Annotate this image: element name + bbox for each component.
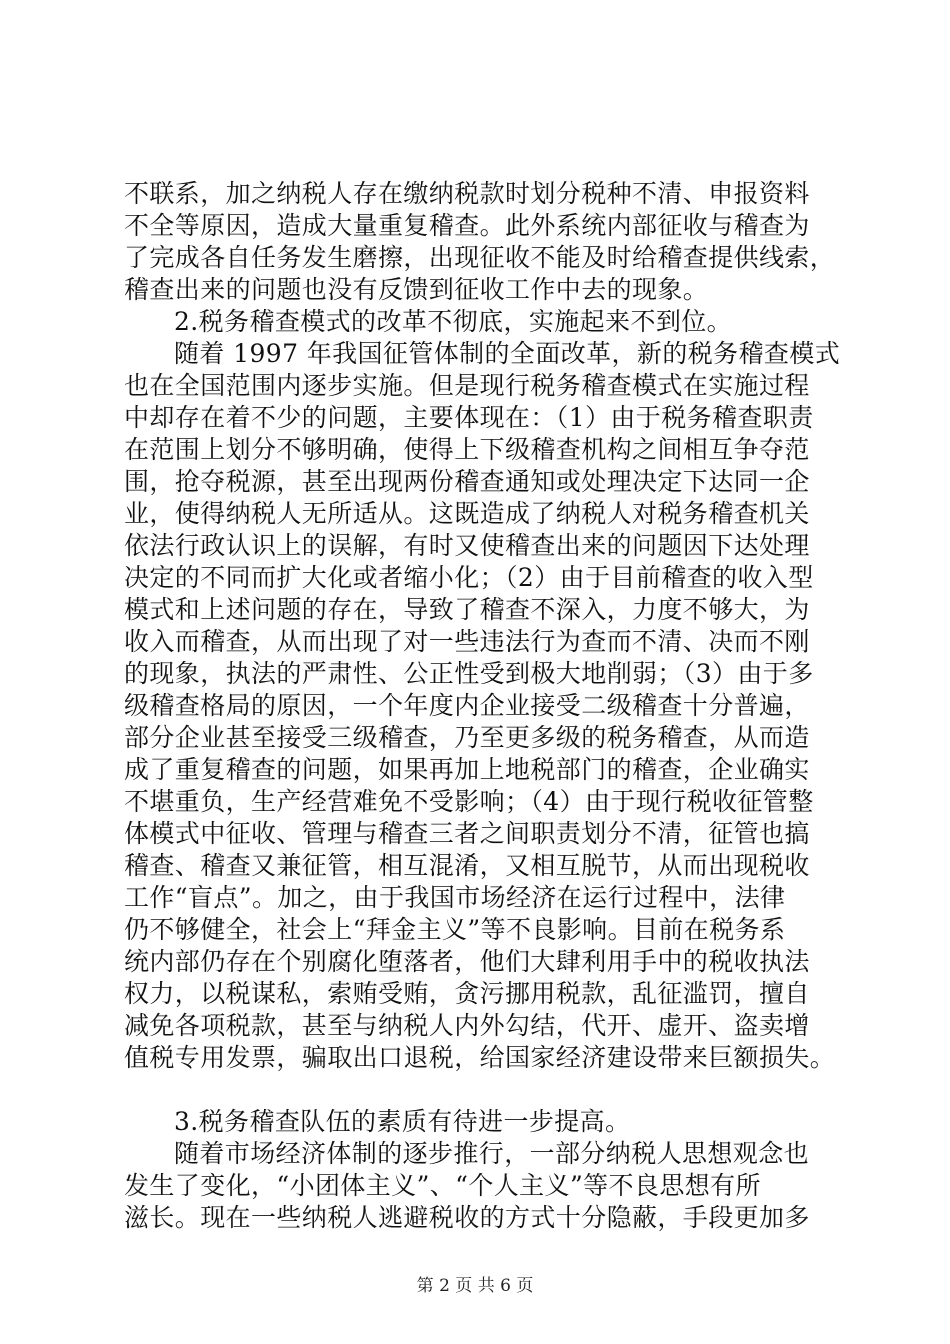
text-line: 部分企业甚至接受三级稽查，乃至更多级的税务稽查，从而造 (124, 723, 810, 752)
section-heading: 3.税务稽查队伍的素质有待进一步提高。 (174, 1107, 631, 1136)
text-line: 依法行政认识上的误解，有时又使稽查出来的问题因下达处理 (124, 531, 810, 560)
text-line: 成了重复稽查的问题，如果再加上地税部门的稽查，企业确实 (124, 755, 810, 784)
text-line: 中却存在着不少的问题，主要体现在：（1）由于税务稽查职责 (124, 403, 814, 432)
text-line: 仍不够健全，社会上“拜金主义”等不良影响。目前在税务系 (124, 915, 786, 944)
section-heading: 2.税务稽查模式的改革不彻底，实施起来不到位。 (174, 307, 733, 336)
text-line: 不联系，加之纳税人存在缴纳税款时划分税种不清、申报资料 (124, 179, 810, 208)
text-line: 的现象，执法的严肃性、公正性受到极大地削弱；（3）由于多 (124, 659, 814, 688)
text-line: 滋长。现在一些纳税人逃避税收的方式十分隐蔽，手段更加多 (124, 1203, 810, 1232)
text-line: 在范围上划分不够明确，使得上下级稽查机构之间相互争夺范 (124, 435, 810, 464)
text-line: 发生了变化，“小团体主义”、“个人主义”等不良思想有所 (124, 1171, 761, 1200)
text-line: 不堪重负，生产经营难免不受影响；（4）由于现行税收征管整 (124, 787, 814, 816)
text-line: 权力，以税谋私，索贿受贿，贪污挪用税款，乱征滥罚，擅自 (124, 979, 810, 1008)
text-line: 也在全国范围内逐步实施。但是现行税务稽查模式在实施过程 (124, 371, 810, 400)
text-line: 围，抢夺税源，甚至出现两份稽查通知或处理决定下达同一企 (124, 467, 810, 496)
text-line: 收入而稽查，从而出现了对一些违法行为查而不清、决而不刚 (124, 627, 810, 656)
text-line: 工作“盲点”。加之，由于我国市场经济在运行过程中，法律 (124, 883, 786, 912)
text-line: 统内部仍存在个别腐化堕落者，他们大肆利用手中的税收执法 (124, 947, 810, 976)
text-line: 稽查出来的问题也没有反馈到征收工作中去的现象。 (124, 275, 709, 304)
text-line: 减免各项税款，甚至与纳税人内外勾结，代开、虚开、盗卖增 (124, 1011, 810, 1040)
text-line: 模式和上述问题的存在，导致了稽查不深入，力度不够大，为 (124, 595, 810, 624)
text-line: 稽查、稽查又兼征管，相互混淆，又相互脱节，从而出现税收 (124, 851, 810, 880)
text-line: 值税专用发票，骗取出口退税，给国家经济建设带来巨额损失。 (124, 1043, 836, 1072)
text-line: 随着 1997 年我国征管体制的全面改革，新的税务稽查模式 (174, 339, 841, 368)
page-number-footer: 第 2 页 共 6 页 (416, 1276, 534, 1296)
text-line: 级稽查格局的原因，一个年度内企业接受二级稽查十分普遍， (124, 691, 810, 720)
text-line: 业，使得纳税人无所适从。这既造成了纳税人对税务稽查机关 (124, 499, 810, 528)
text-line: 体模式中征收、管理与稽查三者之间职责划分不清，征管也搞 (124, 819, 810, 848)
text-line: 决定的不同而扩大化或者缩小化；（2）由于目前稽查的收入型 (124, 563, 814, 592)
text-line: 随着市场经济体制的逐步推行，一部分纳税人思想观念也 (174, 1139, 810, 1168)
text-line: 了完成各自任务发生磨擦，出现征收不能及时给稽查提供线索， (124, 243, 836, 272)
text-line: 不全等原因，造成大量重复稽查。此外系统内部征收与稽查为 (124, 211, 810, 240)
